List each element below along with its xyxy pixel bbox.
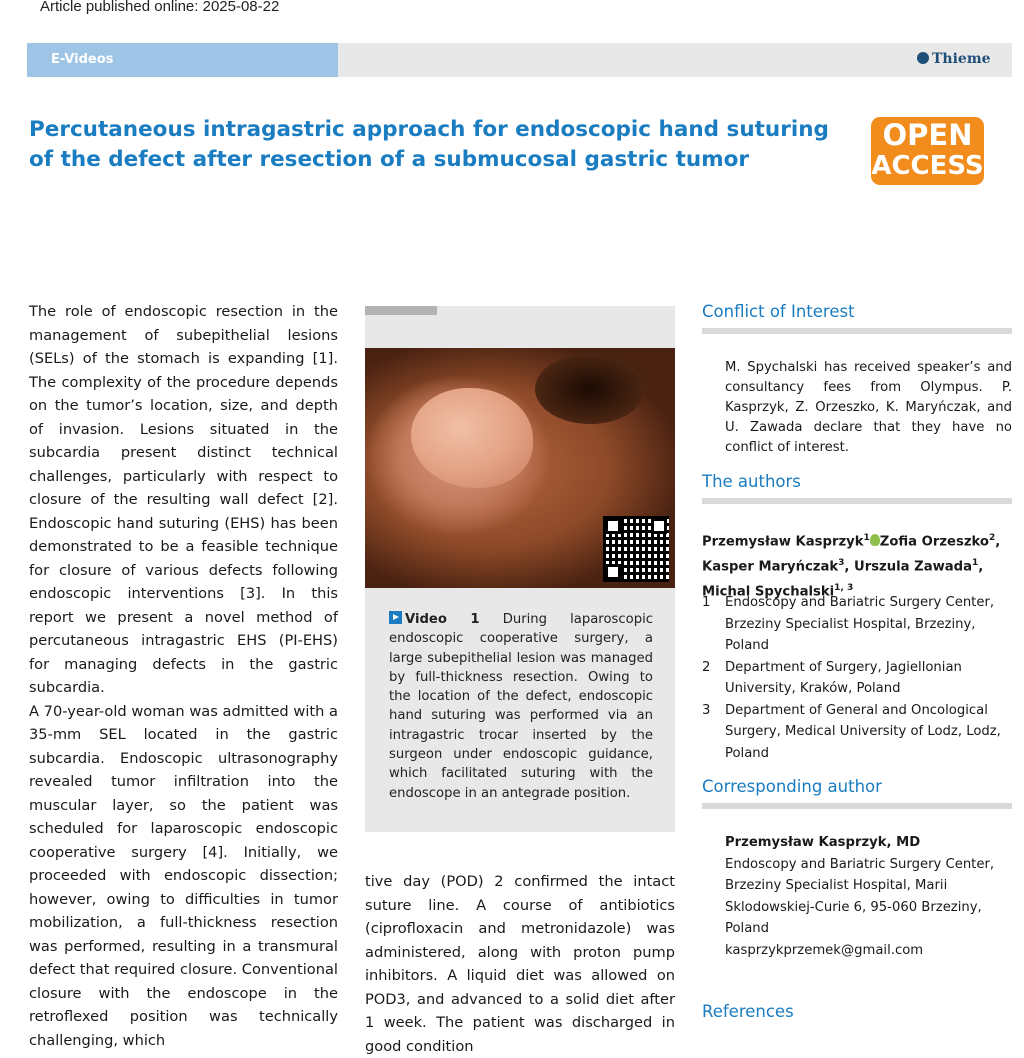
publication-date: Article published online: 2025-08-22 [40,0,280,15]
authors-heading: The authors [702,472,801,491]
affiliation-item [702,657,1012,700]
orcid-icon[interactable] [870,534,880,546]
affiliation-number: 1 [702,595,711,610]
open-access-badge [871,117,984,185]
coi-heading: Conflict of Interest [702,302,855,321]
affiliation-item [702,700,1012,765]
video-thumbnail[interactable] [365,348,675,588]
corresponding-email[interactable]: kasprzykprzemek@gmail.com [725,942,924,958]
body-paragraph: The role of endoscopic resection in the management of subepithelial lesions (SELs) of the stomach is expanding [1]. The complexity of the procedure depends on the tumor’s location, size, and depth of invasion. Lesions situated in the subcardia present distinct technical challenges, particularly with respect to closure of the resulting wall defect [2]. Endoscopic hand suturing (EHS) has been demonstrated to be a feasible technique for closure of various defects following endoscopic interventions [3]. In this report we present a novel method of percutaneous intragastric EHS (PI-EHS) for managing defects in the gastric subcardia. [29,303,338,696]
author-name: Kasper Maryńczak [702,559,839,575]
qr-finder [651,518,667,534]
coi-text: M. Spychalski has received speaker’s and consultancy fees from Olympus. P. Kasprzyk, Z. Orzeszko, K. Maryńczak, and U. Zawada declare that they have no conflict of interest. [725,360,1012,455]
corresponding-author [725,832,1012,961]
video-label: Video 1 [405,612,480,627]
qr-code-icon[interactable] [603,516,669,582]
affiliation-list [702,592,1012,764]
body-paragraph: tive day (POD) 2 confirmed the intact suture line. A course of antibiotics (ciprofloxacin and metronidazole) was administered, along with proton pump inhibitors. A liquid diet was allowed on POD3, and advanced to a solid diet after 1 week. The patient was discharged in good condition [365,873,675,1055]
corresponding-heading: Corresponding author [702,777,882,796]
body-column-1 [29,300,338,1052]
affiliation-number: 2 [702,659,711,675]
qr-finder [605,564,621,580]
open-access-line2: ACCESS [871,151,984,181]
author-affil: 1 [863,533,870,543]
video-caption [389,610,653,803]
references-heading: References [702,1002,794,1021]
affiliation-text: Endoscopy and Bariatric Surgery Center, Brzeziny Specialist Hospital, Brzeziny, Poland [725,595,995,653]
affiliation-text: Department of General and Oncological Surgery, Medical University of Lodz, Lodz, Poland [725,702,1001,761]
corresponding-address: Endoscopy and Bariatric Surgery Center, Brzeziny Specialist Hospital, Marii Sklodowskiej-Curie 6, 95-060 Brzeziny, Poland [725,856,995,936]
publisher-logo [917,51,1012,71]
video-figure [365,306,675,832]
article-title: Percutaneous intragastric approach for endoscopic hand suturing of the defect after resection of a submucosal gastric tumor [29,117,829,172]
lumen-shape [535,354,645,424]
author-affil: 1 [972,557,979,568]
body-column-2 [365,870,675,1058]
author-affil: 1, 3 [834,582,854,593]
section-label: E-Videos [51,52,114,67]
figure-bar [365,306,437,315]
section-banner [27,43,1012,77]
video-caption-text: During laparoscopic endoscopic cooperative surgery, a large subepithelial lesion was managed by full-thickness resection. Owing to the location of the defect, endoscopic hand suturing was performed via an intragastric trocar inserted by the surgeon under endoscopic guidance, which facilitated suturing with the endoscope in an antegrade position. [389,612,653,801]
affiliation-item [702,592,1012,657]
author-affil: 3 [838,557,845,568]
corresponding-name: Przemysław Kasprzyk, MD [725,835,921,850]
thieme-logo-icon [917,52,929,64]
open-access-line1: OPEN [882,118,973,152]
section-divider [702,328,1012,334]
section-tab [27,43,338,77]
section-divider [702,803,1012,809]
author-name: Przemysław Kasprzyk [702,534,864,550]
lesion-shape [411,388,533,488]
section-divider [702,498,1012,504]
author-name: Urszula Zawada [854,559,973,575]
play-icon[interactable] [389,611,402,624]
affiliation-number: 3 [702,702,711,718]
author-list: Przemysław Kasprzyk$^1$ Zofia Orzeszko$^2$, Kasper Maryńczak$^3$, Urszula Zawada$^1$, Michal Spychalski$^{1, 3}$ [702,533,1001,600]
author-name: Michal Spychalski [702,584,835,600]
qr-finder [605,518,621,534]
author-affil: 2 [989,533,996,543]
affiliation-text: Department of Surgery, Jagiellonian University, Kraków, Poland [725,659,962,696]
body-paragraph: A 70-year-old woman was admitted with a 35-mm SEL located in the gastric subcardia. Endoscopic ultrasonography revealed tumor infiltration into the muscular layer, so the patient was scheduled for laparoscopic endoscopic cooperative surgery [4]. Initially, we proceeded with endoscopic dissection; however, owing to difficulties in tumor mobilization, a full-thickness resection was performed, resulting in a transmural defect that required closure. Conventional closure with the endoscope in the retroflexed position was technically challenging, which [29,702,338,1049]
publisher-name: Thieme [932,51,991,67]
author-name: Zofia Orzeszko [879,534,989,550]
